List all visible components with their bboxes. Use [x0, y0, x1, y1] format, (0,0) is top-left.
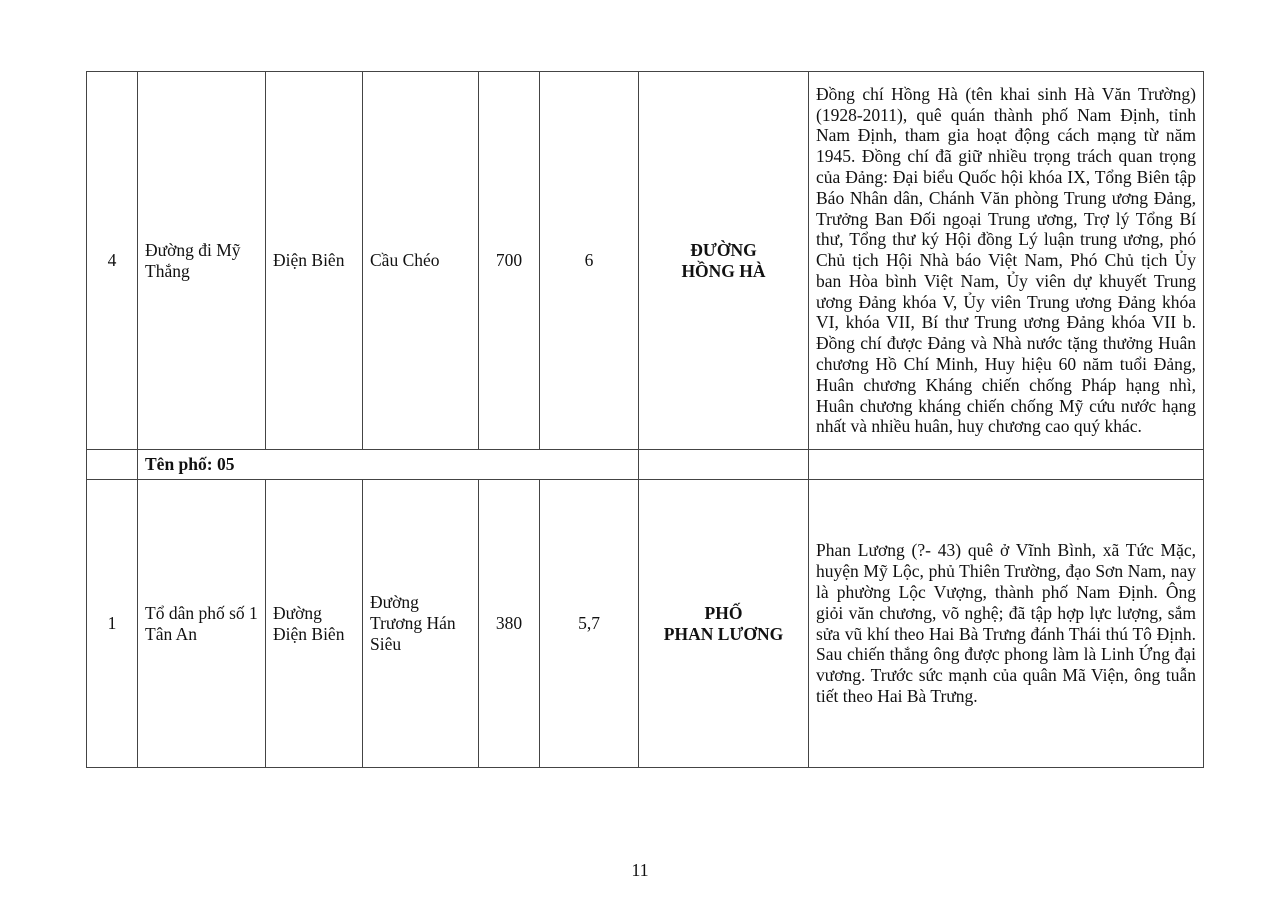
street-name-line2: PHAN LƯƠNG — [663, 623, 784, 644]
street-name — [639, 480, 809, 768]
length-value: 380 — [479, 480, 540, 768]
row-number: 1 — [87, 480, 138, 768]
empty-cell — [87, 450, 138, 480]
width-value: 5,7 — [540, 480, 639, 768]
start-point: Tổ dân phố số 1 Tân An — [138, 480, 266, 768]
empty-cell — [809, 450, 1204, 480]
empty-cell — [639, 450, 809, 480]
table-row — [87, 72, 1204, 450]
row-number: 4 — [87, 72, 138, 450]
via-point: Cầu Chéo — [363, 72, 479, 450]
street-name — [639, 72, 809, 450]
end-point: Điện Biên — [266, 72, 363, 450]
street-name-line1: PHỐ — [704, 602, 743, 623]
street-name-line2: HỒNG HÀ — [681, 260, 766, 281]
name-description: Đồng chí Hồng Hà (tên khai sinh Hà Văn Trường) (1928-2011), quê quán thành phố Nam Định, tỉnh Nam Định, tham gia hoạt động cách mạng từ năm 1945. Đồng chí đã giữ nhiều trọng trách quan trọng của Đảng: Đại biểu Quốc hội khóa IX, Tổng Biên tập Báo Nhân dân, Chánh Văn phòng Trung ương Đảng, Trưởng Ban Đối ngoại Trung ương, Trợ lý Tổng Bí thư, Tổng thư ký Hội đồng Lý luận trung ương, phó Chủ tịch Hội Nhà báo Việt Nam, Phó Chủ tịch Ủy ban Hòa bình Việt Nam, Ủy viên dự khuyết Trung ương Đảng khóa V, Ủy viên Trung ương Đảng khóa VI, khóa VII, Bí thư Trung ương Đảng khóa VII b. Đồng chí được Đảng và Nhà nước tặng thưởng Huân chương Hồ Chí Minh, Huy hiệu 60 năm tuổi Đảng, Huân chương Kháng chiến chống Pháp hạng nhì, Huân chương kháng chiến chống Mỹ cứu nước hạng nhất và nhiều huân, huy chương cao quý khác. — [809, 72, 1204, 450]
street-name-line1: ĐƯỜNG — [690, 239, 757, 260]
name-description: Phan Lương (?- 43) quê ở Vĩnh Bình, xã Tức Mặc, huyện Mỹ Lộc, phủ Thiên Trường, đạo Sơn Nam, nay là phường Lộc Vượng, thành phố Nam Định. Ông giỏi văn chương, võ nghệ; đã tập hợp lực lượng, sắm sửa vũ khí theo Hai Bà Trưng đánh Thái thú Tô Định. Sau chiến thắng ông được phong làm là Linh Ứng đại vương. Trước sức mạnh của quân Mã Viện, ông tuẫn tiết theo Hai Bà Trưng. — [809, 480, 1204, 768]
table-row — [87, 450, 1204, 480]
page-number: 11 — [631, 860, 649, 880]
start-point: Đường đi Mỹ Thắng — [138, 72, 266, 450]
table-row — [87, 480, 1204, 768]
length-value: 700 — [479, 72, 540, 450]
width-value: 6 — [540, 72, 639, 450]
via-point: Đường Trương Hán Siêu — [363, 480, 479, 768]
group-label: Tên phố: 05 — [138, 450, 639, 480]
street-naming-table — [86, 71, 1204, 768]
end-point: Đường Điện Biên — [266, 480, 363, 768]
